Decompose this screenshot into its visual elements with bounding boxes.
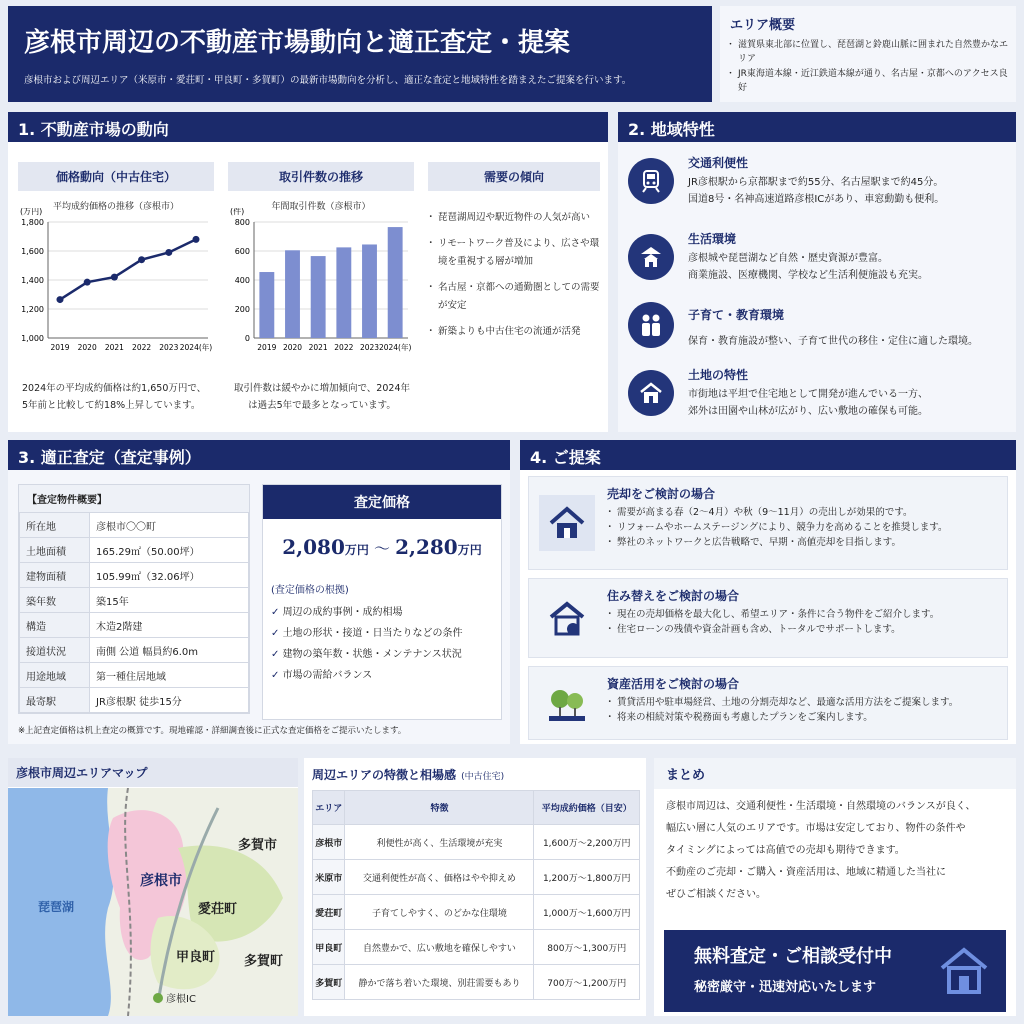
basis-item: [271, 665, 501, 686]
area-table: [312, 790, 640, 1000]
spec-row: [20, 513, 249, 538]
bar: [285, 250, 300, 338]
basis-item: [271, 623, 501, 644]
spec-row: [20, 688, 249, 713]
check-icon: ✓: [271, 670, 283, 681]
table-row: [313, 895, 640, 930]
map-label-koura: 甲良町: [176, 950, 216, 965]
price-chart-title: 平均成約価格の推移（彦根市）: [52, 202, 179, 212]
proposal-item: ・ 賃貸活用や駐車場経営、土地の分割売却など、最適な活用方法をご提案します。: [607, 695, 958, 710]
proposal-title: 資産活用をご検討の場合: [607, 677, 740, 691]
summary-line: タイミングによっては高値での売却も期待できます。: [666, 845, 905, 856]
spec-row: [20, 663, 249, 688]
area-table-header: 平均成約価格（目安）: [534, 791, 640, 825]
table-row: [313, 930, 640, 965]
area-table-cell: 子育てしやすく、のどかな住環境: [345, 895, 534, 930]
feature-text: 保育・教育施設が整い、子育て世代の移住・定住に適した環境。: [688, 336, 978, 347]
spec-label: 建物面積: [20, 563, 90, 588]
proposal-item: ・ 需要が高まる春（2～4月）や秋（9～11月）の売出しが効果的です。: [607, 505, 947, 520]
demand-item: ・ 琵琶湖周辺や駅近物件の人気が高い: [428, 209, 600, 227]
bar: [388, 227, 403, 338]
header-banner: [8, 6, 712, 102]
data-point: [111, 274, 118, 281]
area-table-title-note: (中古住宅): [461, 772, 505, 782]
feature-text: 市街地は平坦で住宅地として開発が進んでいる一方、: [688, 389, 928, 400]
check-icon: ✓: [271, 649, 283, 660]
y-tick-label: 800: [234, 218, 250, 227]
area-table-cell: 利便性が高く、生活環境が充実: [345, 825, 534, 860]
map-label-taga: 多賀町: [244, 954, 284, 969]
volume-head: 取引件数の推移: [228, 162, 414, 191]
appraisal-price: [263, 535, 501, 559]
area-table-header: エリア: [313, 791, 345, 825]
proposal-title: 売却をご検討の場合: [607, 487, 716, 501]
spec-table: [18, 484, 250, 714]
spec-label: 用途地域: [20, 663, 90, 688]
y-tick-label: 1,000: [21, 334, 44, 343]
map-label-ic: 彦根IC: [166, 994, 196, 1005]
price-unit: 万円: [344, 543, 369, 557]
page-title: 彦根市周辺の不動産市場動向と適正査定・提案: [24, 28, 571, 58]
y-tick-label: 1,400: [21, 276, 44, 285]
proposal-item: ・ 将来の相続対策や税務面も考慮したプランをご案内します。: [607, 710, 958, 725]
spec-label: 築年数: [20, 588, 90, 613]
price-caption: 2024年の平均成約価格は約1,650万円で、5年前と比較して約18%上昇しています。: [22, 383, 207, 412]
summary-line: 幅広い層に人気のエリアです。市場は安定しており、物件の条件や: [666, 823, 966, 834]
spec-row: [20, 588, 249, 613]
basis-item: [271, 644, 501, 665]
spec-label: 土地面積: [20, 538, 90, 563]
x-tick-label: 2023: [359, 343, 380, 352]
area-table-cell: 1,600万～2,200万円: [534, 825, 640, 860]
demand-panel: [428, 162, 600, 424]
feature-childcare: [628, 300, 1012, 360]
train-icon: [628, 158, 674, 204]
appraisal-section-title: 3. 適正査定（査定事例）: [8, 440, 510, 470]
price-trend-head: 価格動向（中古住宅）: [18, 162, 214, 191]
spec-title: 【査定物件概要】: [19, 485, 249, 512]
map-label-lake: 琵琶湖: [38, 900, 75, 914]
proposal-item: ・ 弊社のネットワークと広告戦略で、早期・高値売却を目指します。: [607, 535, 947, 550]
data-point: [165, 249, 172, 256]
area-map: [8, 758, 298, 1016]
proposal-item: ・ 現在の売却価格を最大化し、希望エリア・条件に合う物件をご紹介します。: [607, 607, 939, 622]
map-label-aisho: 愛荘町: [198, 902, 238, 917]
proposal-card-asset: [528, 666, 1008, 740]
demand-item: ・ 名古屋・京都への通勤圏としての需要が安定: [428, 279, 600, 315]
area-table-cell: 1,000万～1,600万円: [534, 895, 640, 930]
data-point: [57, 296, 64, 303]
bar: [311, 256, 326, 338]
spec-row: [20, 538, 249, 563]
volume-panel: [228, 162, 414, 424]
y-axis-label: (万円): [20, 208, 43, 216]
volume-bar-chart: [228, 208, 414, 358]
bar: [336, 247, 351, 338]
appraisal-note: ※上記査定価格は机上査定の概算です。現地確認・詳細調査後に正式な査定価格をご提示いたします。: [18, 726, 407, 736]
feature-title: 子育て・教育環境: [688, 308, 785, 322]
x-tick-label: 2021: [104, 343, 124, 352]
spec-label: 接道状況: [20, 638, 90, 663]
page-subtitle: 彦根市および周辺エリア（米原市・愛荘町・甲良町・多賀町）の最新市場動向を分析し、適正な査定と地域特性を踏まえたご提案を行います。: [24, 75, 632, 86]
area-overview: [720, 6, 1016, 102]
basis-list: [271, 602, 501, 686]
cta-line2: 秘密厳守・迅速対応いたします: [694, 980, 877, 995]
proposal-section-title: 4. ご提案: [520, 440, 1016, 470]
summary-panel: [654, 758, 1016, 1016]
x-tick-label: 2022: [132, 343, 152, 352]
spec-value: JR彦根駅 徒歩15分: [90, 688, 249, 713]
price-unit: 万円: [457, 543, 482, 557]
spec-value: 彦根市〇〇町: [90, 513, 249, 538]
area-table-cell: 700万～1,200万円: [534, 965, 640, 1000]
feature-text: 郊外は田園や山林が広がり、広い敷地の確保も可能。: [688, 406, 928, 417]
area-table-cell: 自然豊かで、広い敷地を確保しやすい: [345, 930, 534, 965]
x-tick-label: 2020: [77, 343, 97, 352]
spec-label: 構造: [20, 613, 90, 638]
price-trend-panel: [18, 162, 214, 424]
family-icon: [628, 302, 674, 348]
spec-value: 木造2階建: [90, 613, 249, 638]
basis-text: 土地の形状・接道・日当たりなどの条件: [282, 628, 463, 639]
x-tick-label: 2020: [282, 343, 303, 352]
basis-text: 建物の築年数・状態・メンテナンス状況: [282, 649, 462, 660]
feature-text: 国道8号・名神高速道路彦根ICがあり、車窓動勤も便利。: [688, 194, 945, 205]
y-tick-label: 1,800: [21, 218, 44, 227]
area-overview-item: ・ 滋賀県東北部に位置し、琵琶湖と鈴鹿山脈に囲まれた自然豊かなエリア: [728, 38, 1008, 67]
y-tick-label: 0: [244, 334, 250, 343]
x-tick-label: 2021: [308, 343, 328, 352]
summary-line: 彦根市周辺は、交通利便性・生活環境・自然環境のバランスが良く、: [666, 801, 976, 812]
area-table-cell: 1,200万～1,800万円: [534, 860, 640, 895]
feature-title: 交通利便性: [688, 156, 749, 170]
summary-title: まとめ: [654, 758, 1016, 789]
area-table-cell: 米原市: [313, 860, 345, 895]
relocate-house-icon: [539, 591, 595, 647]
demand-item: ・ リモートワーク普及により、広さや環境を重視する層が増加: [428, 235, 600, 271]
table-row: [313, 860, 640, 895]
spec-row: [20, 638, 249, 663]
x-tick-label: 2024(年): [378, 343, 412, 352]
feature-text: JR彦根駅から京都駅まで約55分、名古屋駅まで約45分。: [688, 177, 944, 188]
cta-line1: 無料査定・ご相談受付中: [694, 946, 892, 967]
cta-banner[interactable]: [664, 930, 1006, 1012]
summary-line: 不動産のご売却・ご購入・資産活用は、地域に精通した当社に: [666, 867, 946, 878]
spec-label: 所在地: [20, 513, 90, 538]
spec-value: 南側 公道 幅員約6.0m: [90, 638, 249, 663]
spec-value: 165.29㎡（50.00坪）: [90, 538, 249, 563]
bar: [362, 244, 377, 338]
proposal-item: ・ リフォームやホームステージングにより、競争力を高めることを推奨します。: [607, 520, 947, 535]
data-point: [138, 256, 145, 263]
area-table-cell: 多賀町: [313, 965, 345, 1000]
feature-title: 生活環境: [688, 232, 737, 246]
spec-value: 第一種住居地域: [90, 663, 249, 688]
area-overview-item: ・ JR東海道本線・近江鉄道本線が通り、名古屋・京都へのアクセス良好: [728, 67, 1008, 96]
feature-land: [628, 364, 1012, 428]
map-label-taga-city: 多賀市: [238, 838, 278, 853]
proposal-item: ・ 住宅ローンの残債や資金計画も含め、トータルでサポートします。: [607, 622, 939, 637]
table-row: [313, 965, 640, 1000]
y-tick-label: 400: [234, 276, 250, 285]
spec-row: [20, 613, 249, 638]
castle-icon: [628, 234, 674, 280]
feature-transport: [628, 152, 1012, 222]
y-axis-label: (件): [230, 208, 245, 216]
proposal-card-relocate: [528, 578, 1008, 658]
feature-living: [628, 228, 1012, 298]
spec-row: [20, 563, 249, 588]
y-tick-label: 600: [234, 247, 250, 256]
region-section-title: 2. 地域特性: [618, 112, 1016, 142]
basis-title: (査定価格の根拠): [271, 585, 349, 596]
price-line-chart: [18, 208, 214, 358]
x-tick-label: 2019: [50, 343, 70, 352]
market-section-title: 1. 不動産市場の動向: [8, 112, 608, 142]
area-table-cell: 甲良町: [313, 930, 345, 965]
basis-text: 市場の需給バランス: [282, 670, 373, 681]
price-head: 査定価格: [263, 485, 501, 519]
spec-value: 105.99㎡（32.06坪）: [90, 563, 249, 588]
proposal-card-sell: [528, 476, 1008, 570]
y-tick-label: 1,600: [21, 247, 44, 256]
y-tick-label: 1,200: [21, 305, 44, 314]
x-tick-label: 2022: [334, 343, 354, 352]
feature-text: 商業施設、医療機関、学校など生活利便施設も充実。: [688, 270, 928, 281]
volume-caption: 取引件数は緩やかに増加傾向で、2024年は過去5年で最多となっています。: [234, 383, 410, 412]
summary-line: ぜひご相談ください。: [666, 889, 766, 900]
area-table-cell: 愛荘町: [313, 895, 345, 930]
house-icon: [628, 370, 674, 416]
area-table-cell: 800万～1,300万円: [534, 930, 640, 965]
data-point: [84, 279, 91, 286]
trees-icon: [539, 677, 595, 733]
price-low: 2,080: [282, 535, 345, 559]
demand-head: 需要の傾向: [428, 162, 600, 191]
map-title: 彦根市周辺エリアマップ: [8, 758, 298, 787]
x-tick-label: 2019: [257, 343, 277, 352]
price-sep: ～: [373, 539, 390, 558]
check-icon: ✓: [271, 628, 283, 639]
area-table-panel: [304, 758, 646, 1016]
area-table-cell: 彦根市: [313, 825, 345, 860]
x-tick-label: 2024(年): [179, 343, 213, 352]
price-series-line: [60, 239, 196, 299]
proposal-title: 住み替えをご検討の場合: [607, 589, 740, 603]
demand-item: ・ 新築よりも中古住宅の流通が活発: [428, 323, 600, 341]
check-icon: ✓: [271, 607, 283, 618]
sell-house-icon: [539, 495, 595, 551]
area-overview-title: エリア概要: [730, 18, 796, 33]
price-high: 2,280: [395, 535, 458, 559]
area-table-cell: 交通利便性が高く、価格はやや抑えめ: [345, 860, 534, 895]
spec-label: 最寄駅: [20, 688, 90, 713]
bar: [259, 272, 274, 338]
cta-house-icon: [936, 942, 992, 1002]
basis-item: [271, 602, 501, 623]
volume-chart-title: 年間取引件数（彦根市）: [271, 202, 371, 212]
spec-value: 築15年: [90, 588, 249, 613]
price-box: [262, 484, 502, 720]
area-table-title: 周辺エリアの特徴と相場感: [312, 768, 457, 782]
table-row: [313, 825, 640, 860]
feature-title: 土地の特性: [688, 368, 749, 382]
y-tick-label: 200: [234, 305, 250, 314]
x-tick-label: 2023: [159, 343, 179, 352]
basis-text: 周辺の成約事例・成約相場: [282, 607, 403, 618]
area-table-cell: 静かで落ち着いた環境、別荘需要もあり: [345, 965, 534, 1000]
data-point: [193, 236, 200, 243]
area-table-header: 特徴: [345, 791, 534, 825]
feature-text: 彦根城や琵琶湖など自然・歴史資源が豊富。: [688, 253, 888, 264]
map-label-hikone: 彦根市: [140, 873, 182, 889]
